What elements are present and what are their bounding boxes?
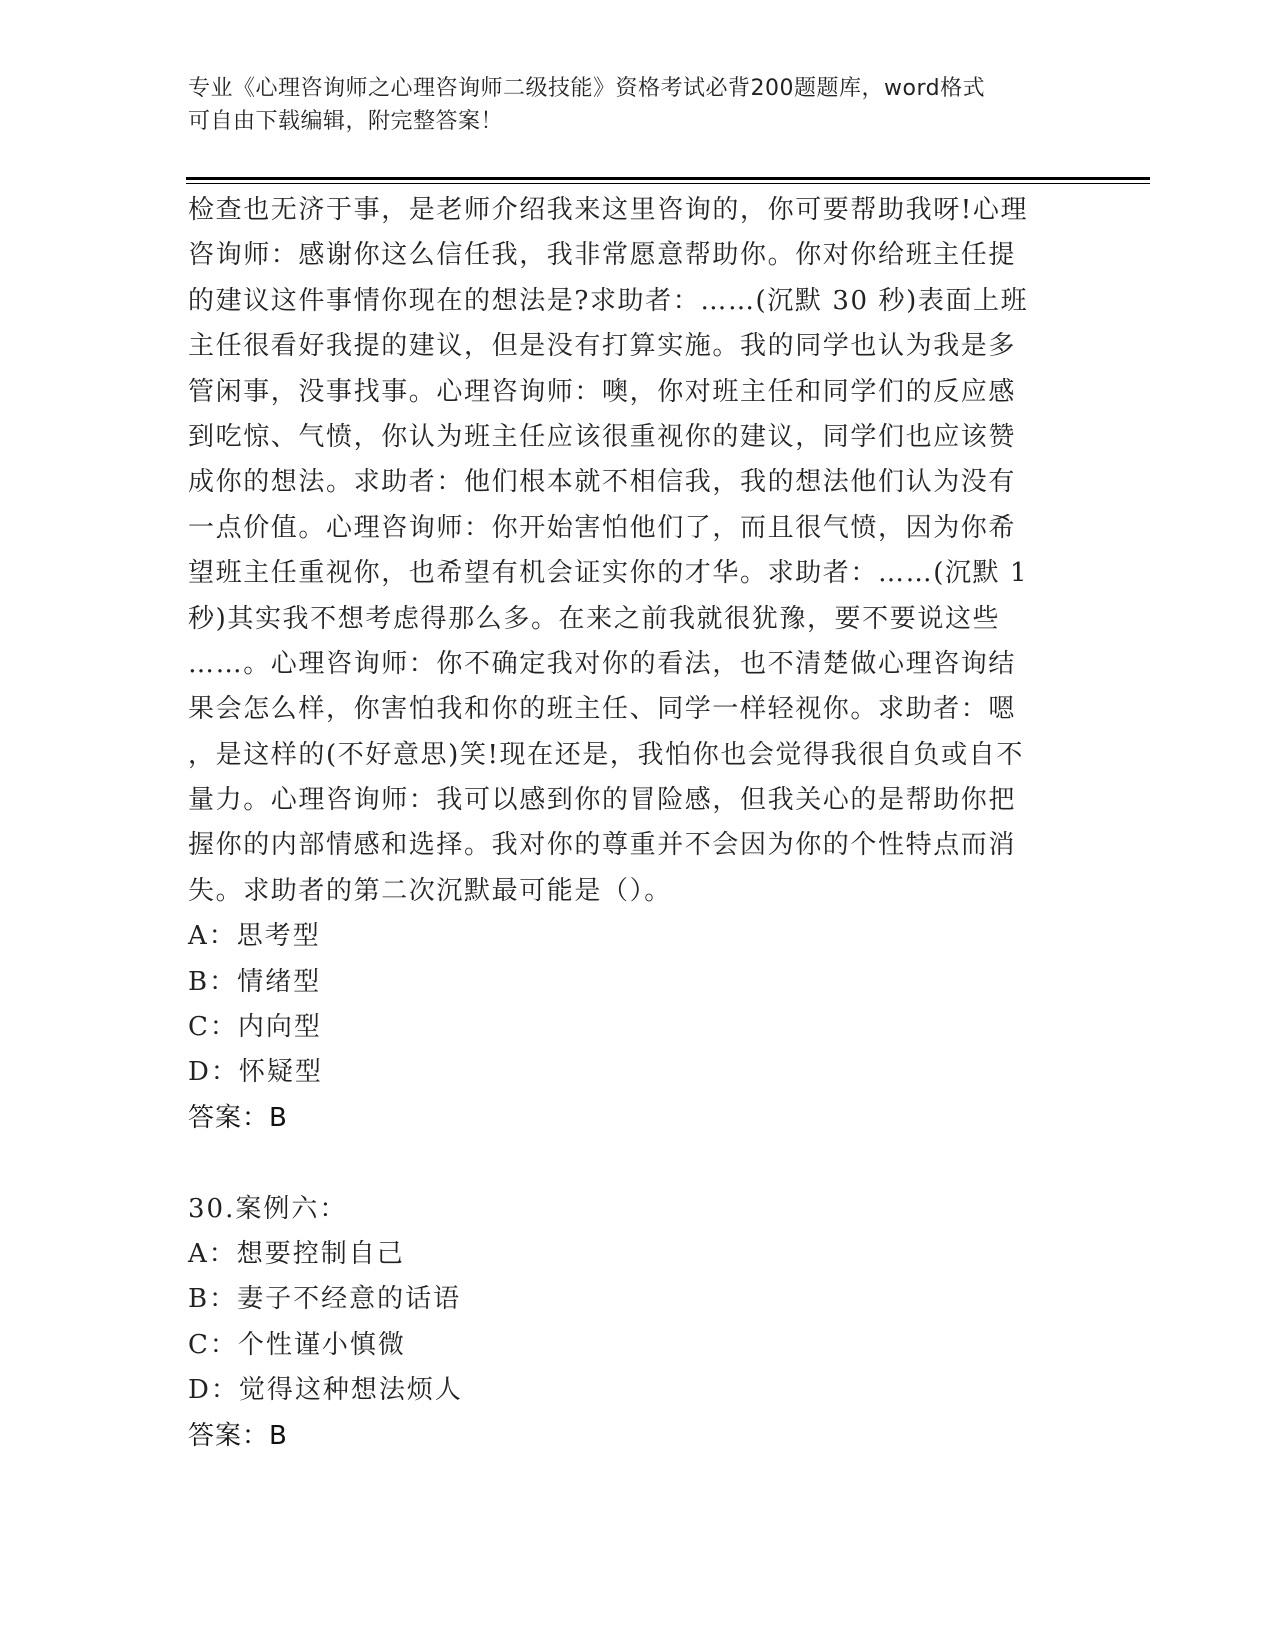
question-29-line: 咨询师：感谢你这么信任我，我非常愿意帮助你。你对你给班主任提 — [188, 240, 1017, 271]
question-29-options — [188, 914, 1088, 1096]
question-29-line: 一点价值。心理咨询师：你开始害怕他们了，而且很气愤，因为你希 — [188, 512, 1017, 543]
question-30-options — [188, 1232, 1088, 1414]
question-29-line: 果会怎么样，你害怕我和你的班主任、同学一样轻视你。求助者：嗯 — [188, 694, 1017, 725]
question-29-line: 失。求助者的第二次沉默最可能是（）。 — [188, 875, 672, 906]
option-b: B：情绪型 — [188, 966, 322, 997]
question-30-answer: 答案：B — [188, 1420, 288, 1451]
document-body — [188, 188, 1088, 1459]
option-a: A：想要控制自己 — [188, 1238, 405, 1269]
option-c: C：内向型 — [188, 1012, 322, 1043]
option-d: D：怀疑型 — [188, 1057, 323, 1088]
question-29-answer: 答案：B — [188, 1102, 288, 1133]
header-line-1: 专业《心理咨询师之心理咨询师二级技能》资格考试必背200题题库，word格式 — [188, 76, 986, 101]
question-29-line: 成你的想法。求助者：他们根本就不相信我，我的想法他们认为没有 — [188, 467, 1017, 498]
question-29-line: ……。心理咨询师：你不确定我对你的看法，也不清楚做心理咨询结 — [188, 648, 1017, 679]
option-a: A：思考型 — [188, 921, 321, 952]
option-c: C：个性谨小慎微 — [188, 1329, 406, 1360]
question-29-line: 的建议这件事情你现在的想法是?求助者：……(沉默 30 秒)表面上班 — [188, 285, 1029, 316]
document-header — [188, 72, 1068, 138]
question-29-line: 到吃惊、气愤，你认为班主任应该很重视你的建议，同学们也应该赞 — [188, 421, 1017, 452]
question-29-line: 主任很看好我提的建议，但是没有打算实施。我的同学也认为我是多 — [188, 331, 1017, 362]
question-29-line: 检查也无济于事，是老师介绍我来这里咨询的，你可要帮助我呀!心理 — [188, 195, 1029, 225]
option-d: D：觉得这种想法烦人 — [188, 1375, 463, 1406]
question-spacer — [188, 1141, 1088, 1186]
question-29-stem — [188, 188, 1088, 914]
question-29-line: 握你的内部情感和选择。我对你的尊重并不会因为你的个性特点而消 — [188, 830, 1017, 861]
header-divider-thick — [186, 177, 1150, 180]
question-29-line: 量力。心理咨询师：我可以感到你的冒险感，但我关心的是帮助你把 — [188, 785, 1017, 816]
question-29-line: ，是这样的(不好意思)笑!现在还是，我怕你也会觉得我很自负或自不 — [188, 739, 1024, 770]
question-29-line: 秒)其实我不想考虑得那么多。在来之前我就很犹豫，要不要说这些 — [188, 603, 1001, 634]
header-divider-thin — [186, 183, 1150, 184]
question-29-line: 管闲事，没事找事。心理咨询师：噢，你对班主任和同学们的反应感 — [188, 376, 1017, 407]
question-29-line: 望班主任重视你，也希望有机会证实你的才华。求助者：……(沉默 1 — [188, 558, 1029, 589]
header-line-2: 可自由下载编辑，附完整答案！ — [188, 109, 504, 134]
option-b: B：妻子不经意的话语 — [188, 1284, 462, 1315]
question-30-title: 30.案例六： — [188, 1193, 348, 1224]
